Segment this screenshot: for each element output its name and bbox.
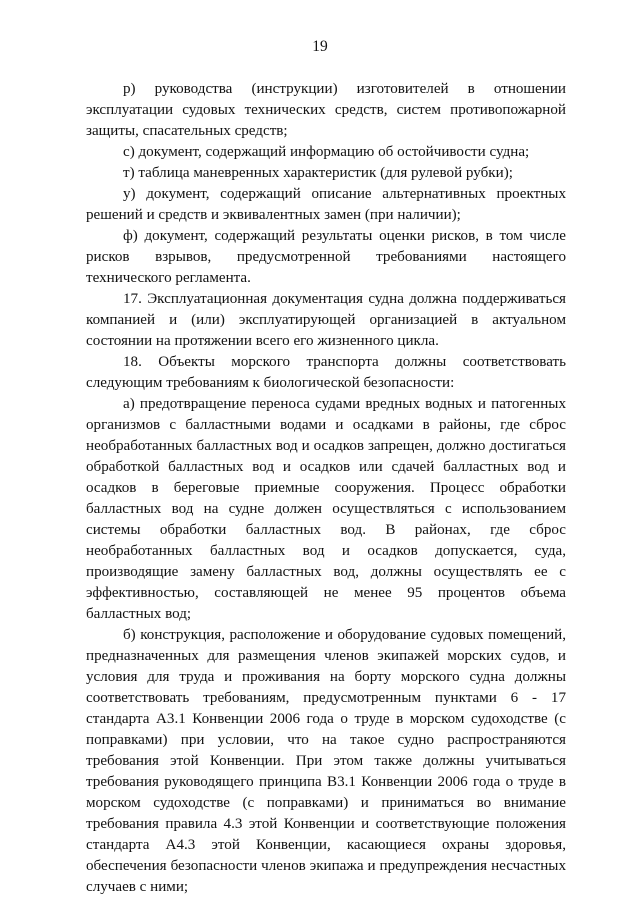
paragraph-item-t: т) таблица маневренных характеристик (для рулевой рубки); [123, 165, 513, 181]
paragraph-item-s: с) документ, содержащий информацию об остойчивости судна; [123, 144, 530, 160]
paragraph-item-f: ф) документ, содержащий результаты оценки рисков, в том числе рисков взрывов, предусмотренной требованиями настоящего технического регламента. [86, 228, 566, 286]
paragraph-item-a: а) предотвращение переноса судами вредных водных и патогенных организмов с балластными водами и осадками в районы, где сброс необработанных балластных вод и осадков запрещен, должно достигаться обработкой балластных вод и осадков или сдачей балластных вод и осадков в береговые приемные сооружения. Процесс обработки балластных вод на судне должен осуществляться с использованием системы обработки балластных вод. В районах, где сброс необработанных балластных вод и осадков допускается, суда, производящие замену балластных вод, должны осуществлять ее с эффективностью, составляющей не менее 95 процентов объема балластных вод; [86, 396, 566, 622]
paragraph-clause-17: 17. Эксплуатационная документация судна должна поддерживаться компанией и (или) эксплуатирующей организацией в актуальном состоянии на протяжении всего его жизненного цикла. [86, 291, 566, 349]
paragraph-item-b: б) конструкция, расположение и оборудование судовых помещений, предназначенных для размещения членов экипажей морских судов, и условия для труда и проживания на борту морского судна должны соответствовать требованиям, предусмотренным пунктами 6 - 17 стандарта А3.1 Конвенции 2006 года о труде в морском судоходстве (с поправками) при условии, что на такое судно распространяются требования этой Конвенции. При этом также должны учитываться требования руководящего принципа В3.1 Конвенции 2006 года о труде в морском судоходстве (с поправками) и приниматься во внимание требования правила 4.3 этой Конвенции и соответствующие положения стандарта А4.3 этой Конвенции, касающиеся охраны здоровья, обеспечения безопасности членов экипажа и предупреждения несчастных случаев с ними; [86, 627, 566, 895]
paragraph-item-r: р) руководства (инструкции) изготовителей в отношении эксплуатации судовых технических средств, систем противопожарной защиты, спасательных средств; [86, 81, 566, 139]
document-body [86, 79, 566, 898]
paragraph-item-u: у) документ, содержащий описание альтернативных проектных решений и средств и эквивалентных замен (при наличии); [86, 186, 566, 223]
page-number: 19 [312, 38, 328, 55]
paragraph-clause-18: 18. Объекты морского транспорта должны соответствовать следующим требованиям к биологической безопасности: [86, 354, 566, 391]
